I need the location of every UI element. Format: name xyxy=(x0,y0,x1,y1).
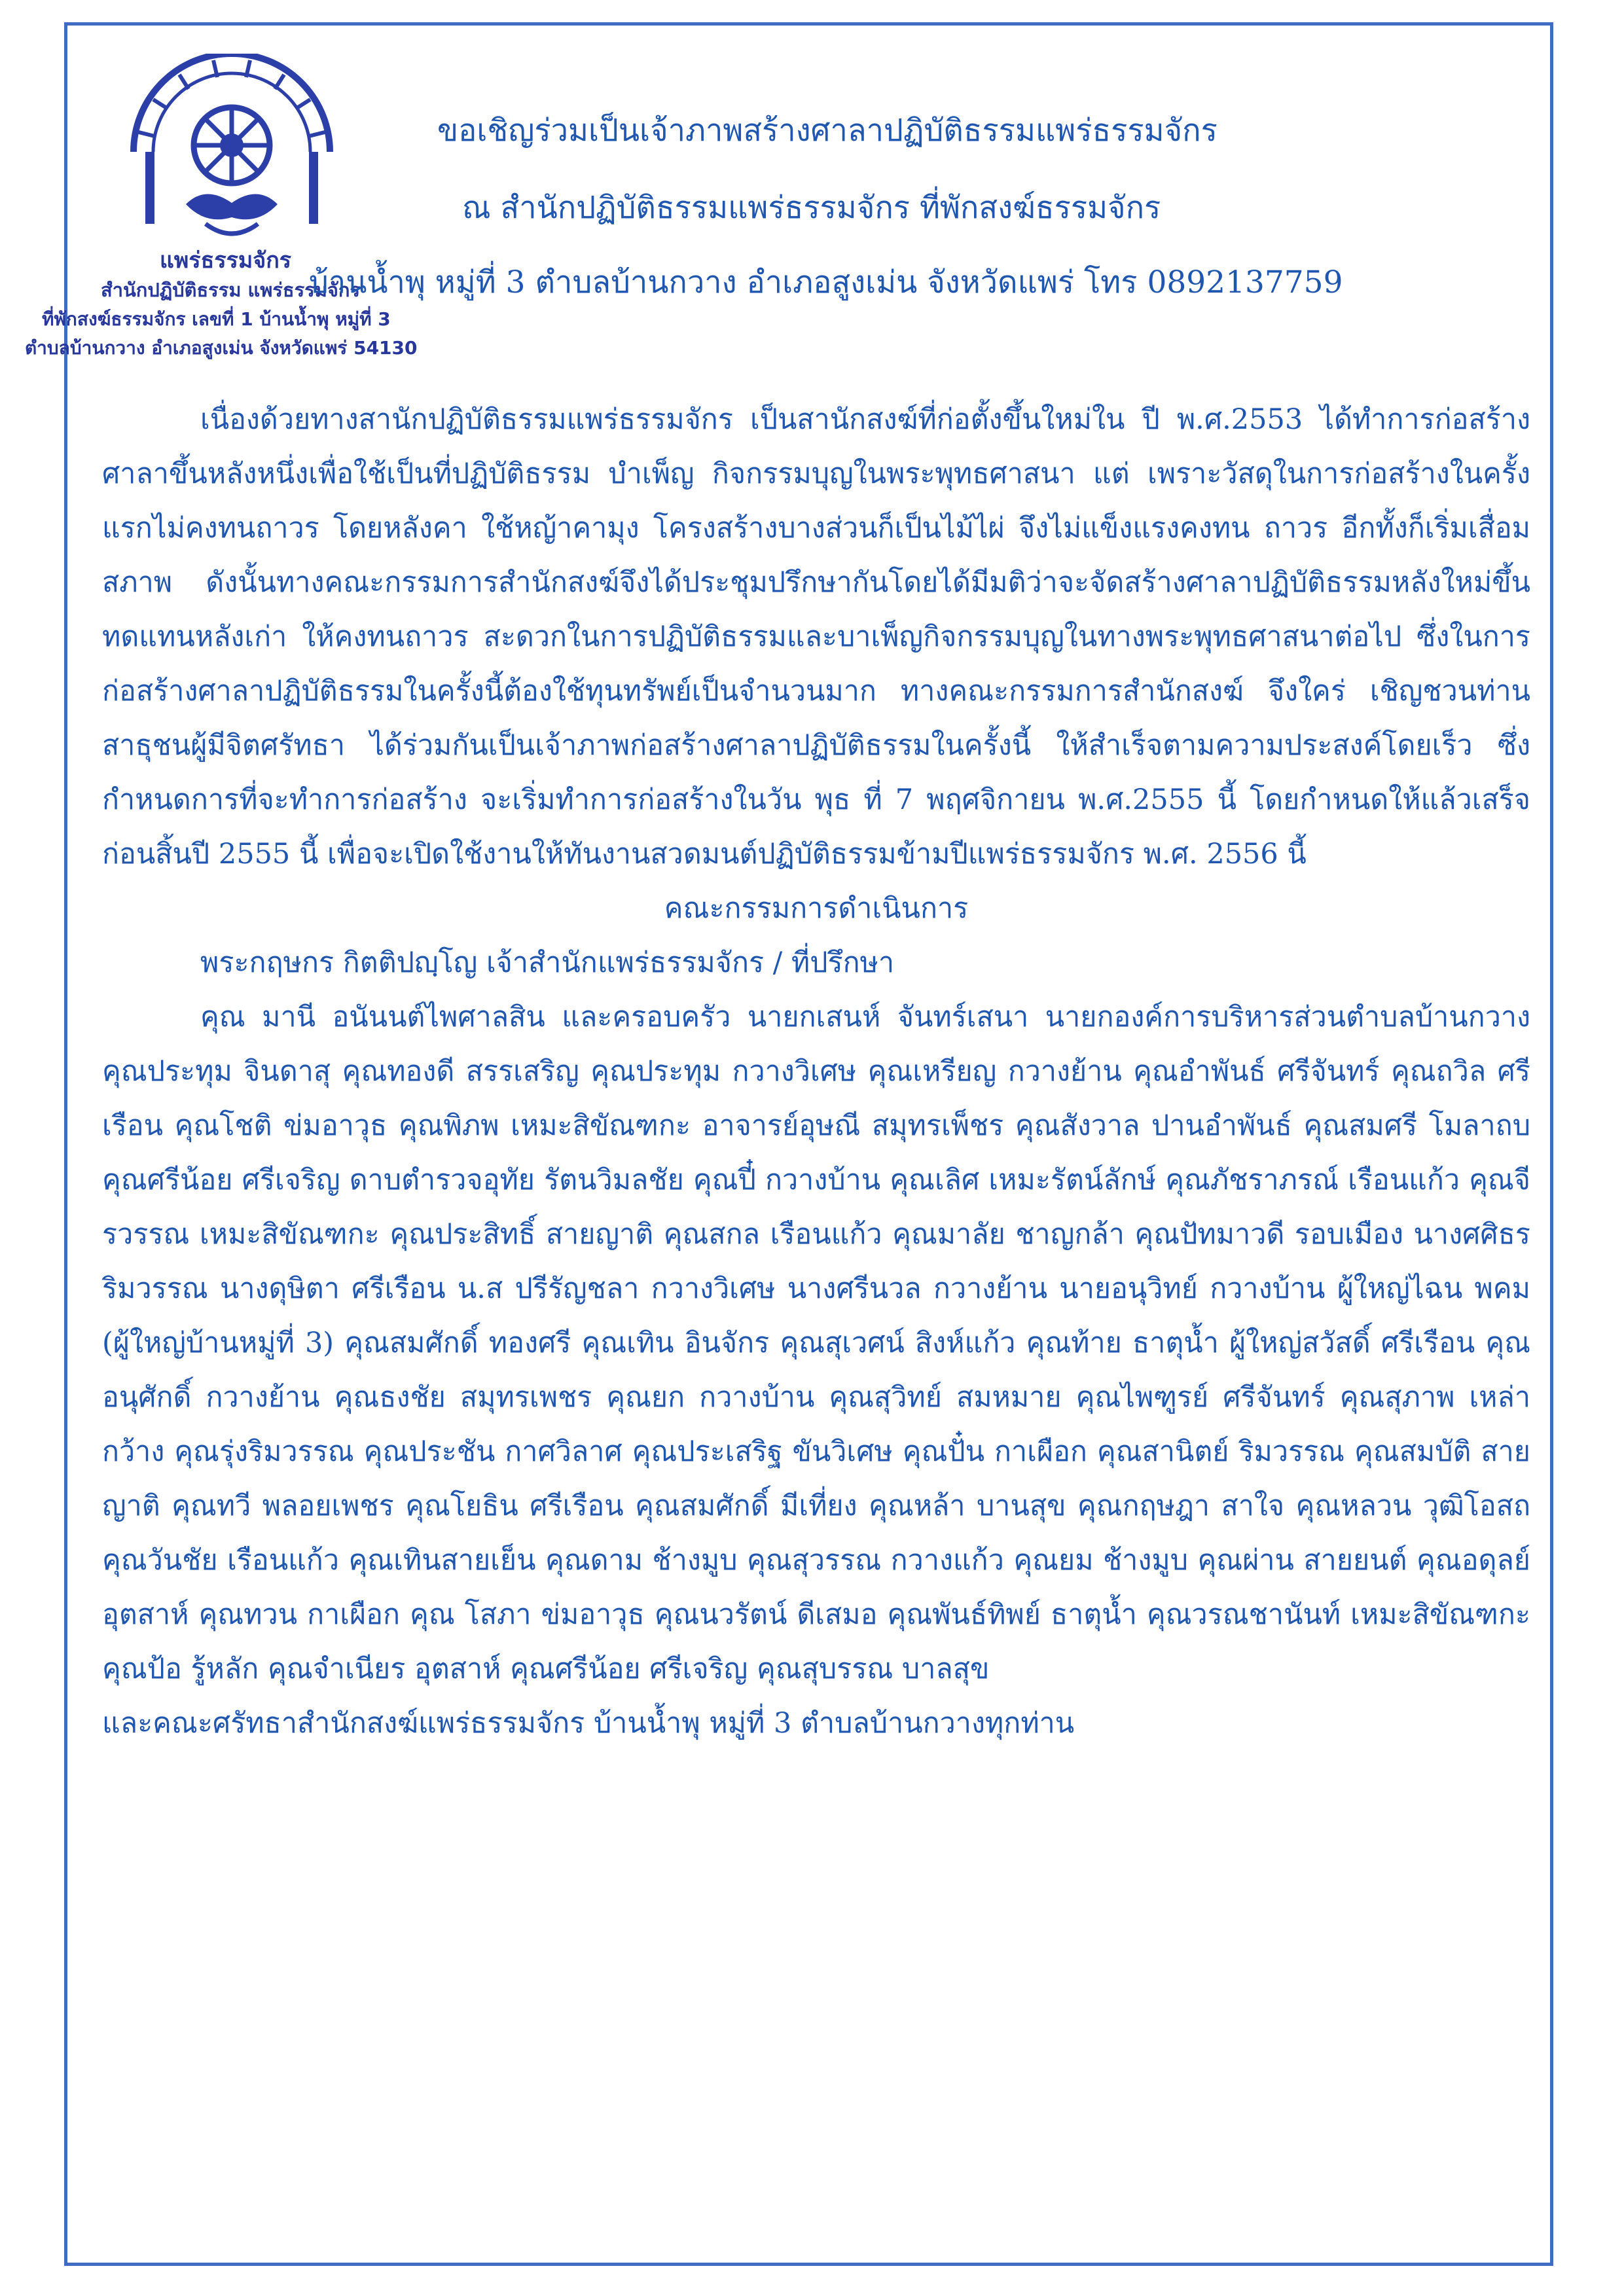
dharma-wheel-emblem-icon xyxy=(107,54,356,250)
header-subtitle: ณ สำนักปฏิบัติธรรมแพร่ธรรมจักร ที่พักสงฆ์ธรรมจักร xyxy=(462,190,1161,226)
temple-stamp xyxy=(9,54,454,394)
members-paragraph: คุณ มานี อนันนต์ไพศาลสิน และครอบครัว นายกเสนห์ จันทร์เสนา นายกองค์การบริหารส่วนตำบลบ้านกวาง คุณประทุม จินดาสุ คุณทองดี สรรเสริญ คุณประทุม กวางวิเศษ คุณเหรียญ กวางย้าน คุณอำพันธ์ ศรีจันทร์ คุณถวิล ศรีเรือน คุณโชติ ข่มอาวุธ คุณพิภพ เหมะสิขัณฑกะ อาจารย์อุษณี สมุทรเพ็ชร คุณสังวาล ปานอำพันธ์ คุณสมศรี โมลาถบ คุณศรีน้อย ศรีเจริญ ดาบตำรวจอุทัย รัตนวิมลชัย คุณปี๋ กวางบ้าน คุณเลิศ เหมะรัตน์ลักษ์ คุณภัชราภรณ์ เรือนแก้ว คุณจีรวรรณ เหมะสิขัณฑกะ คุณประสิทธิ์ สายญาติ คุณสกล เรือนแก้ว คุณมาลัย ชาญกล้า คุณปัทมาวดี รอบเมือง นางศศิธร ริมวรรณ นางดุษิตา ศรีเรือน น.ส ปรีรัญชลา กวางวิเศษ นางศรีนวล กวางย้าน นายอนุวิทย์ กวางบ้าน ผู้ใหญ่ไฉน พคม (ผู้ใหญ่บ้านหมู่ที่ 3) คุณสมศักดิ์ ทองศรี คุณเทิน อินจักร คุณสุเวศน์ สิงห์แก้ว คุณท้าย ธาตุน้ำ ผู้ใหญ่สวัสดิ์ ศรีเรือน คุณอนุศักดิ์ กวางย้าน คุณธงชัย สมุทรเพชร คุณยก กวางบ้าน คุณสุวิทย์ สมหมาย คุณไพฑูรย์ ศรีจันทร์ คุณสุภาพ เหล่ากว้าง คุณรุ่งริมวรรณ คุณประชัน กาศวิลาศ คุณประเสริฐ ขันวิเศษ คุณปั๋น กาเผือก คุณสานิตย์ ริมวรรณ คุณสมบัติ สายญาติ คุณทวี พลอยเพชร คุณโยธิน ศรีเรือน คุณสมศักดิ์ มีเที่ยง คุณหล้า บานสุข คุณกฤษฎา สาใจ คุณหลวน วุฒิโอสถ คุณวันชัย เรือนแก้ว คุณเทินสายเย็น คุณดาม ช้างมูบ คุณสุวรรณ กวางแก้ว คุณยม ช้างมูบ คุณผ่าน สายยนต์ คุณอดุลย์ อุตสาห์ คุณทวน กาเผือก คุณ โสภา ข่มอาวุธ คุณนวรัตน์ ดีเสมอ คุณพันธ์ทิพย์ ธาตุน้ำ คุณวรณชานันท์ เหมะสิขัณฑกะ คุณป้อ รู้หลัก คุณจำเนียร อุตสาห์ คุณศรีน้อย ศรีเจริญ คุณสุบรรณ บาลสุข xyxy=(102,1001,1530,1685)
closing-line: และคณะศรัทธาสำนักสงฆ์แพร่ธรรมจักร บ้านน้ำพุ หมู่ที่ 3 ตำบลบ้านกวางทุกท่าน xyxy=(102,1707,1075,1740)
stamp-line-2: สำนักปฏิบัติธรรม แพร่ธรรมจักร xyxy=(101,279,361,301)
stamp-line-3: ที่พักสงฆ์ธรรมจักร เลขที่ 1 บ้านน้ำพุ หมู่ที่ 3 xyxy=(42,308,391,330)
header-address: บ้านน้ำพุ หมู่ที่ 3 ตำบลบ้านกวาง อำเภอสูงเม่น จังหวัดแพร่ โทร 0892137759 xyxy=(309,264,1343,300)
document-body xyxy=(102,393,1530,1751)
advisor-line: พระกฤษกร กิตติปญฺโญ เจ้าสำนักแพร่ธรรมจักร / ที่ปรึกษา xyxy=(200,946,895,979)
intro-paragraph: เนื่องด้วยทางสานักปฏิบัติธรรมแพร่ธรรมจักร เป็นสานักสงฆ์ที่ก่อตั้งขึ้นใหม่ใน ปี พ.ศ.2553 ได้ทำการก่อสร้างศาลาขึ้นหลังหนึ่งเพื่อใช้เป็นที่ปฏิบัติธรรม บำเพ็ญ กิจกรรมบุญในพระพุทธศาสนา แต่ เพราะวัสดุในการก่อสร้างในครั้งแรกไม่คงทนถาวร โดยหลังคา ใช้หญ้าคามุง โครงสร้างบางส่วนก็เป็นไม้ไผ่ จึงไม่แข็งแรงคงทน ถาวร อีกทั้งก็เริ่มเสื่อมสภาพ ดังนั้นทางคณะกรรมการสำนักสงฆ์จึงได้ประชุมปรึกษากันโดยได้มีมติว่าจะจัดสร้างศาลาปฏิบัติธรรมหลังใหม่ขึ้นทดแทนหลังเก่า ให้คงทนถาวร สะดวกในการปฏิบัติธรรมและบาเพ็ญกิจกรรมบุญในทางพระพุทธศาสนาต่อไป ซึ่งในการก่อสร้างศาลาปฏิบัติธรรมในครั้งนี้ต้องใช้ทุนทรัพย์เป็นจำนวนมาก ทางคณะกรรมการสำนักสงฆ์ จึงใคร่ เชิญชวนท่านสาธุชนผู้มีจิตศรัทธา ได้ร่วมกันเป็นเจ้าภาพก่อสร้างศาลาปฏิบัติธรรมในครั้งนี้ ให้สำเร็จตามความประสงค์โดยเร็ว ซึ่งกำหนดการที่จะทำการก่อสร้าง จะเริ่มทำการก่อสร้างในวัน พุธ ที่ 7 พฤศจิกายน พ.ศ.2555 นี้ โดยกำหนดให้แล้วเสร็จก่อนสิ้นปี 2555 นี้ เพื่อจะเปิดใช้งานให้ทันงานสวดมนต์ปฏิบัติธรรมข้ามปีแพร่ธรรมจักร พ.ศ. 2556 นี้ xyxy=(102,403,1530,870)
committee-heading: คณะกรรมการดำเนินการ xyxy=(664,892,969,925)
header-title: ขอเชิญร่วมเป็นเจ้าภาพสร้างศาลาปฏิบัติธรรมแพร่ธรรมจักร xyxy=(437,113,1218,149)
stamp-title: แพร่ธรรมจักร xyxy=(160,247,292,274)
stamp-line-4: ตำบลบ้านกวาง อำเภอสูงเม่น จังหวัดแพร่ 54130 xyxy=(25,337,418,359)
